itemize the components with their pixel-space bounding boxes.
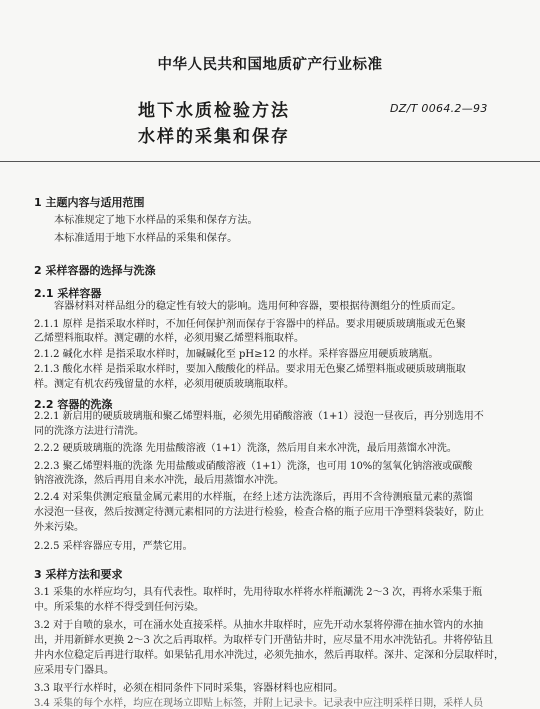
clause-2-1-1-line-2: 乙烯塑料瓶取样。测定硼的水样，必须用聚乙烯塑料瓶取样。 xyxy=(34,333,304,344)
clause-3-2-line-1: 3.2 对于自喷的泉水，可在涌水处直接采样。从抽水井取样时，应先开动水泵将停滞在抽水管内的水抽 xyxy=(34,620,484,631)
clause-3-2-line-3: 井内水位稳定后再进行取样。如果钻孔用水冲洗过，必须先抽水，然后再取样。深井、定深和分层取样时， xyxy=(34,650,504,661)
clause-2-2-1-line-1: 2.2.1 新启用的硬质玻璃瓶和聚乙烯塑料瓶，必须先用硝酸溶液（1+1）浸泡一昼夜后，再分别选用不 xyxy=(34,411,484,422)
clause-3-2-line-4: 应采用专门器具。 xyxy=(34,665,114,676)
section-3-heading: 3 采样方法和要求 xyxy=(34,568,123,581)
clause-2-2-4-line-3: 外来污染。 xyxy=(34,522,84,533)
clause-3-1-line-2: 中。所采集的水样不得受到任何污染。 xyxy=(34,602,204,613)
clause-2-2-1-line-2: 同的洗涤方法进行清洗。 xyxy=(34,426,144,437)
document-title-line-1: 地下水质检验方法 xyxy=(138,101,290,121)
clause-2-2-3-line-2: 钠溶液洗涤，然后再用自来水冲洗，最后用蒸馏水冲洗。 xyxy=(34,475,284,486)
clause-3-3: 3.3 取平行水样时，必须在相同条件下同时采集，容器材料也应相同。 xyxy=(34,683,344,694)
clause-2-2-4-line-2: 水浸泡一昼夜，然后按测定待测元素相同的方法进行检验，检查合格的瓶子应用干净塑料袋装好，防止 xyxy=(34,507,484,518)
clause-2-2-5: 2.2.5 采样容器应专用，严禁它用。 xyxy=(34,541,193,552)
header-divider xyxy=(0,161,540,162)
clause-3-1-line-1: 3.1 采集的水样应均匀，具有代表性。取样时，先用待取水样将水样瓶涮洗 2～3 次，再将水采集于瓶 xyxy=(34,587,483,598)
issuing-body-header: 中华人民共和国地质矿产行业标准 xyxy=(157,56,383,73)
clause-2-2-2: 2.2.2 硬质玻璃瓶的洗涤 先用盐酸溶液（1+1）洗涤，然后用自来水冲洗，最后用蒸馏水冲洗。 xyxy=(34,443,457,454)
clause-2-1-2: 2.1.2 碱化水样 是指采取水样时，加碱碱化至 pH≥12 的水样。采样容器应用硬质玻璃瓶。 xyxy=(34,349,439,360)
document-title-line-2: 水样的采集和保存 xyxy=(138,127,290,147)
clause-3-4-partial: 3.4 采集的每个水样，均应在现场立即贴上标签，并附上记录卡。记录表中应注明采样日期，采样人员 xyxy=(34,698,484,709)
clause-2-2-4-line-1: 2.2.4 对采集供测定痕量金属元素用的水样瓶，在经上述方法洗涤后，再用不含待测痕量元素的蒸馏 xyxy=(34,492,473,503)
clause-2-1-1-line-1: 2.1.1 原样 是指采取水样时，不加任何保护剂而保存于容器中的样品。要求用硬质玻璃瓶或无色聚 xyxy=(34,319,466,330)
section-1-paragraph-1: 本标准规定了地下水样品的采集和保存方法。 xyxy=(54,215,258,226)
section-2-2-heading: 2.2 容器的洗涤 xyxy=(34,398,113,411)
clause-2-1-3-line-2: 样。测定有机农药残留量的水样，必须用硬质玻璃瓶取样。 xyxy=(34,379,294,390)
section-2-heading: 2 采样容器的选择与洗涤 xyxy=(34,264,156,277)
clause-3-2-line-2: 出，并用新鲜水更换 2～3 次之后再取样。为取样专门开凿钻井时，应尽量不用水冲洗钻孔。井将停钻且 xyxy=(34,635,494,646)
section-2-1-heading: 2.1 采样容器 xyxy=(34,287,102,300)
clause-2-2-3-line-1: 2.2.3 聚乙烯塑料瓶的洗涤 先用盐酸或硝酸溶液（1+1）洗涤，也可用 10%的氢氧化钠溶液或碳酸 xyxy=(34,461,473,472)
standard-number: DZ/T 0064.2—93 xyxy=(390,102,488,115)
section-2-1-paragraph: 容器材料对样品组分的稳定性有较大的影响。选用何种容器，要根据待测组分的性质而定。 xyxy=(54,301,462,312)
section-1-paragraph-2: 本标准适用于地下水样品的采集和保存。 xyxy=(54,233,238,244)
clause-2-1-3-line-1: 2.1.3 酸化水样 是指采取水样时，要加入酸酸化的样品。要求用无色聚乙烯塑料瓶或硬质玻璃瓶取 xyxy=(34,364,466,375)
section-1-heading: 1 主题内容与适用范围 xyxy=(34,196,145,209)
